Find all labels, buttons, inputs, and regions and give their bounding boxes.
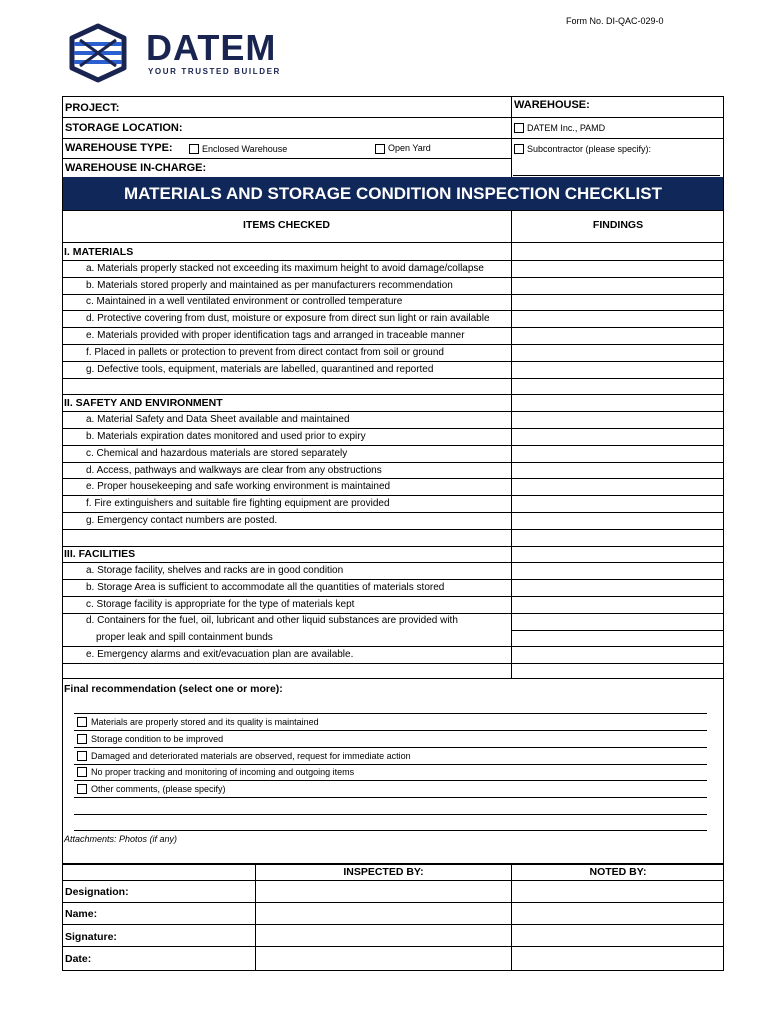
enclosed-warehouse-checkbox[interactable] xyxy=(189,144,199,154)
section-materials-title: I. MATERIALS xyxy=(64,246,134,258)
company-name: DATEM xyxy=(146,27,277,68)
name-label: Name: xyxy=(65,908,98,920)
designation-label: Designation: xyxy=(65,886,129,898)
checklist-item: a. Materials properly stacked not exceeding its maximum height to avoid damage/collapse xyxy=(86,263,484,274)
datem-checkbox[interactable] xyxy=(514,123,524,133)
warehouse-in-charge-label: WAREHOUSE IN-CHARGE: xyxy=(65,162,207,174)
checklist-item: d. Access, pathways and walkways are clear from any obstructions xyxy=(86,465,382,476)
checklist-item: d. Protective covering from dust, moisture or exposure from direct sun light or rain available xyxy=(86,313,490,324)
items-checked-header: ITEMS CHECKED xyxy=(243,219,330,231)
findings-header: FINDINGS xyxy=(592,219,644,231)
checklist-item: e. Emergency alarms and exit/evacuation plan are available. xyxy=(86,649,354,660)
checklist-item: b. Storage Area is sufficient to accommodate all the quantities of materials stored xyxy=(86,582,445,593)
checklist-item: b. Materials expiration dates monitored and used prior to expiry xyxy=(86,431,366,442)
checklist-item: f. Fire extinguishers and suitable fire fighting equipment are provided xyxy=(86,498,390,509)
attachments-note: Attachments: Photos (if any) xyxy=(64,834,178,844)
inspected-by-header: INSPECTED BY: xyxy=(343,866,424,878)
checklist-item: b. Materials stored properly and maintained as per manufacturers recommendation xyxy=(86,280,453,291)
recommendation-option: No proper tracking and monitoring of incoming and outgoing items xyxy=(91,767,355,777)
project-label: PROJECT: xyxy=(65,102,120,114)
checklist-item: f. Placed in pallets or protection to prevent from direct contact from soil or ground xyxy=(86,347,444,358)
recommendation-title: Final recommendation (select one or more): xyxy=(64,683,283,695)
date-label: Date: xyxy=(65,953,92,965)
recommendation-checkbox-1[interactable] xyxy=(77,717,87,727)
recommendation-option: Other comments, (please specify) xyxy=(91,784,226,794)
subcontractor-checkbox[interactable] xyxy=(514,144,524,154)
signature-label: Signature: xyxy=(65,931,117,943)
recommendation-option: Storage condition to be improved xyxy=(91,734,224,744)
recommendation-checkbox-2[interactable] xyxy=(77,734,87,744)
checklist-item: c. Chemical and hazardous materials are stored separately xyxy=(86,448,348,459)
checklist-item: g. Defective tools, equipment, materials are labelled, quarantined and reported xyxy=(86,364,434,375)
datem-logo-icon xyxy=(66,22,130,84)
checklist-title: MATERIALS AND STORAGE CONDITION INSPECTION CHECKLIST xyxy=(63,177,723,210)
section-facilities-title: III. FACILITIES xyxy=(64,548,136,560)
company-tagline: YOUR TRUSTED BUILDER xyxy=(148,67,281,76)
warehouse-type-label: WAREHOUSE TYPE: xyxy=(65,142,173,154)
checklist-item: a. Material Safety and Data Sheet available and maintained xyxy=(86,414,350,425)
checklist-item: c. Storage facility is appropriate for the type of materials kept xyxy=(86,599,355,610)
checklist-item: d. Containers for the fuel, oil, lubricant and other liquid substances are provided with xyxy=(86,615,458,626)
datem-option-label: DATEM Inc., PAMD xyxy=(527,123,606,133)
recommendation-checkbox-3[interactable] xyxy=(77,751,87,761)
warehouse-label: WAREHOUSE: xyxy=(514,99,590,111)
subcontractor-label: Subcontractor (please specify): xyxy=(527,144,652,154)
open-yard-checkbox[interactable] xyxy=(375,144,385,154)
recommendation-option: Damaged and deteriorated materials are observed, request for immediate action xyxy=(91,751,411,761)
checklist-item: e. Proper housekeeping and safe working environment is maintained xyxy=(86,481,391,492)
enclosed-warehouse-label: Enclosed Warehouse xyxy=(202,144,288,154)
recommendation-option: Materials are properly stored and its quality is maintained xyxy=(91,717,319,727)
recommendation-checkbox-4[interactable] xyxy=(77,767,87,777)
section-safety-title: II. SAFETY AND ENVIRONMENT xyxy=(64,397,223,409)
recommendation-checkbox-5[interactable] xyxy=(77,784,87,794)
checklist-item: g. Emergency contact numbers are posted. xyxy=(86,515,278,526)
checklist-item: e. Materials provided with proper identification tags and arranged in traceable manner xyxy=(86,330,465,341)
storage-location-label: STORAGE LOCATION: xyxy=(65,122,183,134)
form-number: Form No. DI-QAC-029-0 xyxy=(566,16,664,26)
checklist-item: a. Storage facility, shelves and racks are in good condition xyxy=(86,565,344,576)
noted-by-header: NOTED BY: xyxy=(589,866,647,878)
checklist-item: c. Maintained in a well ventilated environment or controlled temperature xyxy=(86,296,403,307)
open-yard-label: Open Yard xyxy=(388,143,431,153)
checklist-item-continued: proper leak and spill containment bunds xyxy=(96,632,273,643)
